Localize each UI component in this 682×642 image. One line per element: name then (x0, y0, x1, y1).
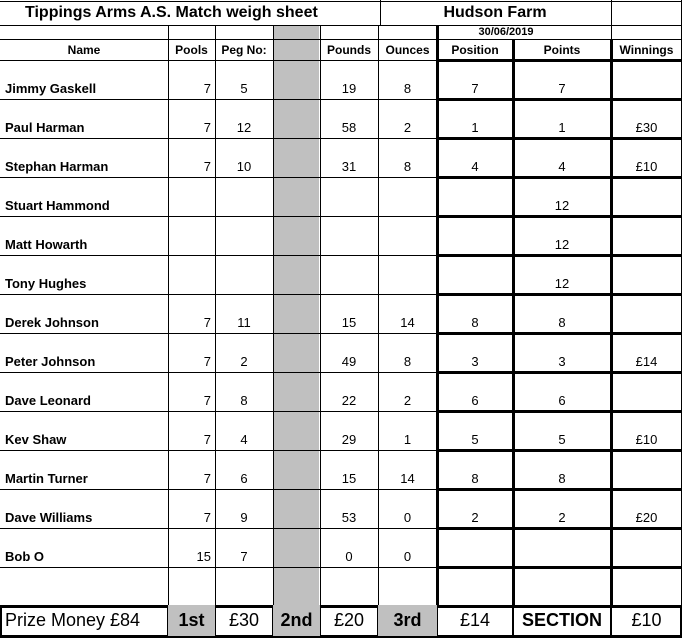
row-pounds (320, 584, 378, 606)
row-ounces (378, 233, 437, 255)
row-pools: 7 (203, 470, 211, 486)
row-winnings: £20 (635, 509, 658, 525)
row-ounces: 8 (403, 353, 412, 369)
row-ounces (378, 194, 437, 216)
row-name: Bob O (5, 548, 44, 564)
row-peg: 5 (240, 80, 248, 96)
grid-line (0, 333, 437, 334)
row-winnings (611, 584, 682, 606)
col-header-position: Position (451, 42, 499, 57)
row-pounds (320, 194, 378, 216)
row-name: Matt Howarth (5, 236, 88, 252)
row-points: 12 (554, 275, 570, 291)
grid-line (0, 411, 437, 412)
grid-line (273, 25, 274, 606)
row-name: Jimmy Gaskell (5, 80, 97, 96)
row-name: Paul Harman (5, 119, 85, 135)
row-position: 5 (471, 431, 479, 447)
row-pools (168, 194, 215, 216)
row-peg (215, 584, 273, 606)
row-winnings (611, 467, 682, 489)
row-ounces: 1 (403, 431, 412, 447)
row-pools: 7 (203, 392, 211, 408)
row-winnings: £10 (635, 158, 658, 174)
row-pounds: 19 (341, 80, 357, 96)
row-peg: 4 (240, 431, 248, 447)
row-winnings (611, 272, 682, 294)
row-position: 6 (471, 392, 479, 408)
row-points: 2 (558, 509, 566, 525)
row-pools: 7 (203, 314, 211, 330)
row-name: Dave Leonard (5, 392, 91, 408)
row-position: 4 (471, 158, 479, 174)
grid-line (0, 177, 437, 178)
col-header-peg: Peg No: (221, 42, 267, 57)
row-name: Stephan Harman (5, 158, 109, 174)
row-ounces: 0 (403, 509, 412, 525)
row-points: 12 (554, 236, 570, 252)
match-date: 30/06/2019 (478, 26, 534, 38)
grid-line (0, 450, 437, 451)
row-peg (215, 194, 273, 216)
row-points: 8 (558, 314, 566, 330)
grid-line (0, 528, 437, 529)
row-winnings (611, 194, 682, 216)
second-place-amount: £20 (333, 610, 365, 630)
row-peg: 2 (240, 353, 248, 369)
row-pools: 7 (203, 80, 211, 96)
row-pools: 7 (203, 119, 211, 135)
row-points: 6 (558, 392, 566, 408)
prize-money-label: Prize Money £84 (5, 610, 141, 630)
row-pounds: 29 (341, 431, 357, 447)
row-position (437, 545, 513, 567)
row-points (513, 584, 611, 606)
row-name (0, 584, 168, 606)
row-pools: 7 (203, 158, 211, 174)
row-ounces: 14 (400, 314, 415, 330)
row-points: 7 (558, 80, 566, 96)
row-peg: 12 (236, 119, 252, 135)
row-position: 3 (471, 353, 479, 369)
grid-line (611, 0, 612, 39)
second-place-label: 2nd (273, 605, 320, 636)
row-winnings (611, 389, 682, 411)
third-place-label: 3rd (378, 605, 437, 636)
first-place-amount: £30 (228, 610, 260, 630)
col-header-pools: Pools (175, 42, 208, 57)
section-amount: £10 (631, 610, 662, 630)
row-ounces (378, 272, 437, 294)
section-label: SECTION (521, 610, 602, 630)
row-name: Stuart Hammond (5, 197, 110, 213)
row-name: Tony Hughes (5, 275, 87, 291)
row-winnings (611, 77, 682, 99)
row-pounds: 0 (345, 548, 353, 564)
grid-line (0, 25, 682, 26)
grid-line (0, 489, 437, 490)
row-points: 4 (558, 158, 566, 174)
grid-line (0, 216, 437, 217)
row-ounces: 2 (403, 392, 412, 408)
grid-line (0, 567, 437, 568)
row-winnings: £10 (635, 431, 658, 447)
row-ounces: 14 (400, 470, 415, 486)
grid-line (0, 60, 437, 61)
first-place-label: 1st (168, 605, 215, 636)
col-header-points: Points (543, 42, 581, 57)
col-header-pounds: Pounds (327, 42, 371, 57)
row-pounds (320, 272, 378, 294)
row-position: 2 (471, 509, 479, 525)
row-peg: 11 (237, 314, 251, 330)
row-position (437, 194, 513, 216)
row-pounds: 15 (341, 470, 357, 486)
row-ounces: 8 (403, 80, 412, 96)
grid-line (0, 99, 437, 100)
row-pools: 7 (203, 431, 211, 447)
row-name: Dave Williams (5, 509, 93, 525)
third-place-amount: £14 (459, 610, 491, 630)
row-winnings: £14 (635, 353, 658, 369)
grid-line (0, 372, 437, 373)
row-peg (215, 233, 273, 255)
col-header-name: Name (67, 42, 101, 57)
row-name: Peter Johnson (5, 353, 96, 369)
row-winnings (611, 545, 682, 567)
row-pounds: 22 (341, 392, 357, 408)
row-pounds: 53 (341, 509, 357, 525)
col-header-ounces: Ounces (385, 42, 430, 57)
col-header-winnings: Winnings (619, 42, 674, 57)
row-position (437, 584, 513, 606)
row-points: 5 (558, 431, 566, 447)
row-peg: 9 (240, 509, 248, 525)
grid-line (0, 138, 437, 139)
row-pools (168, 584, 215, 606)
grid-line (0, 255, 437, 256)
row-ounces: 0 (403, 548, 412, 564)
row-position (437, 233, 513, 255)
row-winnings (611, 233, 682, 255)
row-pools (168, 233, 215, 255)
row-position (437, 272, 513, 294)
grid-line (0, 294, 437, 295)
row-pounds: 58 (341, 119, 357, 135)
row-pounds: 15 (341, 314, 357, 330)
row-points: 3 (558, 353, 566, 369)
row-pounds: 31 (341, 158, 357, 174)
row-position: 7 (471, 80, 479, 96)
row-pools (168, 272, 215, 294)
row-pounds (320, 233, 378, 255)
row-name: Martin Turner (5, 470, 88, 486)
sheet-title: Tippings Arms A.S. Match weigh sheet (25, 3, 318, 21)
row-ounces: 2 (403, 119, 412, 135)
row-points: 8 (558, 470, 566, 486)
row-peg: 10 (236, 158, 252, 174)
row-name: Derek Johnson (5, 314, 99, 330)
row-position: 8 (471, 314, 479, 330)
row-pounds: 49 (341, 353, 357, 369)
row-points (513, 545, 611, 567)
row-peg: 6 (240, 470, 248, 486)
row-peg: 8 (240, 392, 248, 408)
row-winnings (611, 311, 682, 333)
row-points: 12 (554, 197, 570, 213)
row-ounces: 8 (403, 158, 412, 174)
row-pools: 7 (203, 353, 211, 369)
row-points: 1 (558, 119, 566, 135)
row-position: 8 (471, 470, 479, 486)
row-peg: 7 (240, 548, 248, 564)
row-position: 1 (471, 119, 479, 135)
row-ounces (378, 584, 437, 606)
row-pools: 15 (196, 548, 211, 564)
row-peg (215, 272, 273, 294)
row-winnings: £30 (635, 119, 658, 135)
row-pools: 7 (203, 509, 211, 525)
venue-name: Hudson Farm (443, 3, 547, 21)
row-name: Kev Shaw (5, 431, 67, 447)
shaded-column (274, 25, 319, 605)
